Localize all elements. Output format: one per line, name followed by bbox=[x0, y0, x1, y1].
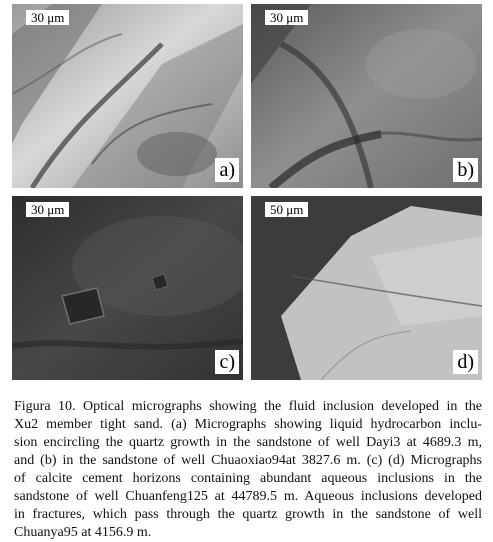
figure-caption bbox=[14, 398, 482, 542]
micrograph-image-b bbox=[251, 4, 482, 188]
panel-letter: a) bbox=[215, 158, 239, 182]
caption-line: sion encircling the quartz growth in the sandstone of well Dayi3 at 4689.3 m, bbox=[14, 435, 482, 450]
caption-line: Chuanya95 at 4156.9 m. bbox=[14, 525, 152, 540]
caption-line: and (b) in the sandstone of well Chuaoxiao94at 3827.6 m. (c) (d) Micrographs bbox=[14, 453, 482, 468]
caption-line: Xu2 member tight sand. (a) Micrographs showing liquid hydrocarbon inclu- bbox=[14, 417, 482, 432]
micrograph-panel-b bbox=[251, 4, 482, 188]
panel-letter: d) bbox=[453, 350, 478, 374]
caption-line: of calcite cement horizons containing abundant aqueous inclusions in the bbox=[14, 471, 482, 486]
micrograph-panel-c bbox=[12, 196, 243, 380]
micrograph-panel-d bbox=[251, 196, 482, 380]
caption-line: in fractures, which pass through the quartz growth in the sandstone of well bbox=[14, 507, 482, 522]
panel-letter: c) bbox=[215, 350, 239, 374]
micrograph-image-c bbox=[12, 196, 243, 380]
micrograph-image-d bbox=[251, 196, 482, 380]
scale-bar-label: 30 μm bbox=[26, 202, 69, 217]
caption-line: Figura 10. Optical micrographs showing the fluid inclusion developed in the bbox=[14, 399, 482, 414]
scale-bar-label: 30 μm bbox=[265, 10, 308, 25]
micrograph-image-a bbox=[12, 4, 243, 188]
scale-bar-label: 50 μm bbox=[265, 202, 308, 217]
scale-bar-label: 30 μm bbox=[26, 10, 69, 25]
micrograph-panel-a bbox=[12, 4, 243, 188]
panel-letter: b) bbox=[453, 158, 478, 182]
caption-line: sandstone of well Chuanfeng125 at 44789.5 m. Aqueous inclusions developed bbox=[14, 489, 482, 504]
